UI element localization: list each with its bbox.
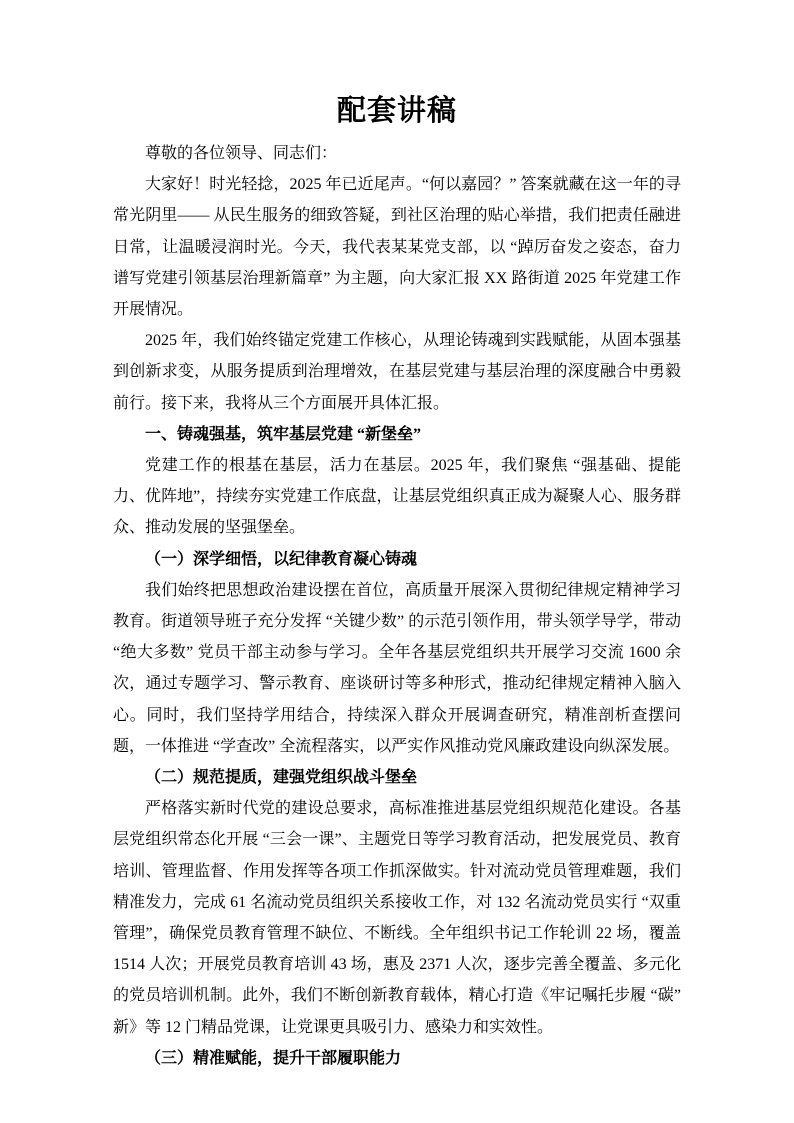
paragraph-opening: 大家好！时光轻捻，2025 年已近尾声。“何以嘉园？” 答案就藏在这一年的寻常光阴里—— 从民生服务的细致答疑，到社区治理的贴心举措，我们把责任融进日常，让温暖浸润时光。今天，我代表某某党支部，以 “踔厉奋发之姿态，奋力谱写党建引领基层治理新篇章” 为主题，向大家汇报 XX 路街道 2025 年党建工作开展情况。: [113, 176, 681, 319]
heading-subsection-1: （一）深学细悟，以纪律教育凝心铸魂: [145, 550, 418, 568]
heading-section-1: 一、铸魂强基，筑牢基层党建 “新堡垒”: [145, 425, 422, 443]
document-title: 配套讲稿: [336, 95, 457, 127]
paragraph-overview: 2025 年，我们始终锚定党建工作核心，从理论铸魂到实践赋能，从固本强基到创新求变，从服务提质到治理增效，在基层党建与基层治理的深度融合中勇毅前行。接下来，我将从三个方面展开具体汇报。: [113, 332, 681, 412]
heading-subsection-2: （二）规范提质，建强党组织战斗堡垒: [145, 769, 418, 787]
paragraph-section1-intro: 党建工作的根基在基层，活力在基层。2025 年，我们聚焦 “强基础、提能力、优阵地”，持续夯实党建工作底盘，让基层党组织真正成为凝聚人心、服务群众、推动发展的坚强堡垒。: [113, 457, 681, 537]
paragraph-subsection1-body: 我们始终把思想政治建设摆在首位，高质量开展深入贯彻纪律规定精神学习教育。街道领导班子充分发挥 “关键少数” 的示范引领作用，带头领学导学，带动 “绝大多数” 党员干部主动参与学习。全年各基层党组织共开展学习交流 1600 余次，通过专题学习、警示教育、座谈研讨等多种形式，推动纪律规定精神入脑入心。同时，我们坚持学用结合，持续深入群众开展调查研究，精准剖析查摆问题，一体推进 “学查改” 全流程落实，以严实作风推动党风廉政建设向纵深发展。: [113, 581, 681, 755]
paragraph-salutation: 尊敬的各位领导、同志们：: [145, 145, 338, 162]
paragraph-subsection2-body: 严格落实新时代党的建设总要求，高标准推进基层党组织规范化建设。各基层党组织常态化开展 “三会一课”、主题党日等学习教育活动，把发展党员、教育培训、管理监督、作用发挥等各项工作抓深做实。针对流动党员管理难题，我们精准发力，完成 61 名流动党员组织关系接收工作，对 132 名流动党员实行 “双重管理”，确保党员教育管理不缺位、不断线。全年组织书记工作轮训 22 场，覆盖 1514 人次；开展党员教育培训 43 场，惠及 2371 人次，逐步完善全覆盖、多元化的党员培训机制。此外，我们不断创新教育载体，精心打造《牢记嘱托步履 “碳” 新》等 12 门精品党课，让党课更具吸引力、感染力和实效性。: [113, 800, 681, 1036]
document-body: [113, 138, 681, 1074]
heading-subsection-3: （三）精准赋能，提升干部履职能力: [145, 1049, 402, 1067]
